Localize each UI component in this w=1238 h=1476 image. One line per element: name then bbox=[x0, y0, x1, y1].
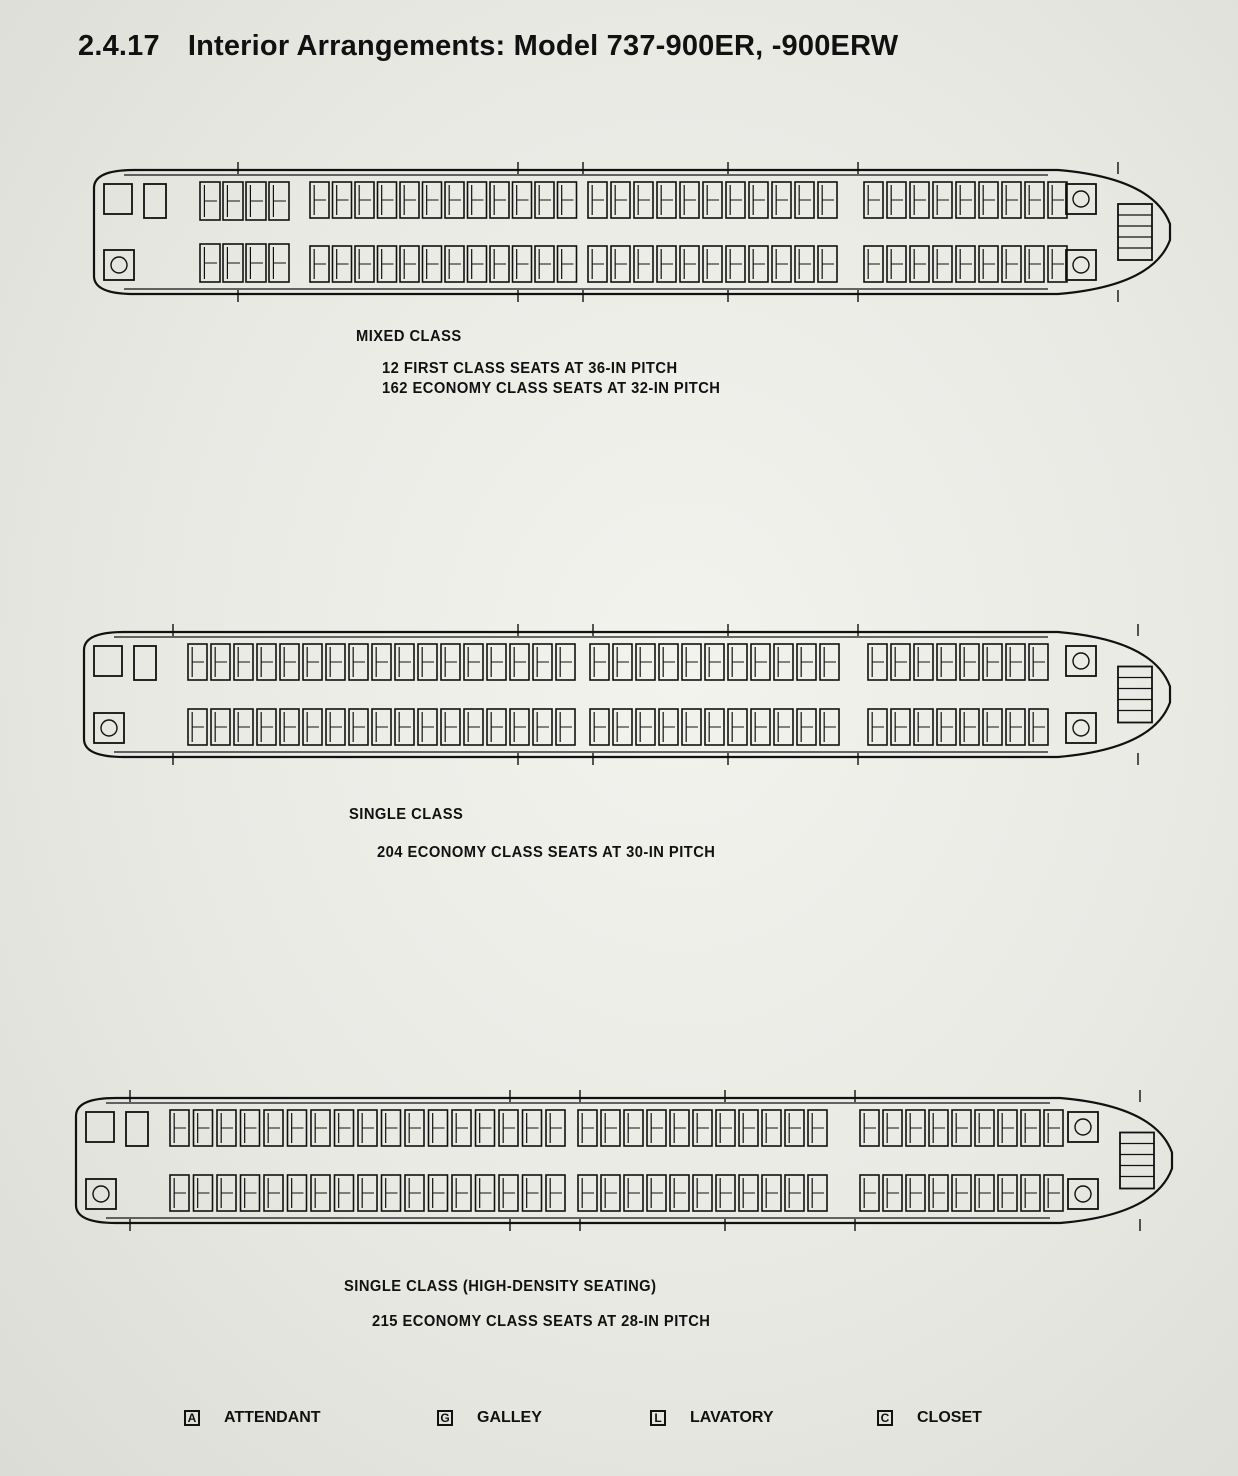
legend-closet bbox=[877, 1406, 982, 1430]
seat-icon bbox=[429, 1175, 448, 1211]
seat-icon bbox=[558, 246, 577, 282]
section-number: 2.4.17 bbox=[78, 30, 160, 62]
seat-icon bbox=[556, 644, 575, 680]
seat-icon bbox=[868, 709, 887, 745]
seat-icon bbox=[468, 246, 487, 282]
fuselage-outline bbox=[84, 632, 1170, 757]
seat-icon bbox=[1006, 709, 1025, 745]
seat-icon bbox=[535, 182, 554, 218]
seat-icon bbox=[680, 246, 699, 282]
seat-icon bbox=[578, 1110, 597, 1146]
seat-icon bbox=[423, 246, 442, 282]
seat-icon bbox=[499, 1175, 518, 1211]
seat-icon bbox=[910, 182, 929, 218]
seat-icon bbox=[864, 246, 883, 282]
seat-icon bbox=[476, 1175, 495, 1211]
seat-icon bbox=[170, 1175, 189, 1211]
seat-icon bbox=[795, 182, 814, 218]
seat-icon bbox=[726, 246, 745, 282]
seat-icon bbox=[716, 1175, 735, 1211]
seat-icon bbox=[657, 246, 676, 282]
seat-icon bbox=[883, 1175, 902, 1211]
arrangement-seat-line: 204 ECONOMY CLASS SEATS AT 30-IN PITCH bbox=[377, 844, 716, 861]
arrangement-class-title: MIXED CLASS bbox=[356, 328, 462, 345]
seat-icon bbox=[355, 246, 374, 282]
seat-icon bbox=[634, 182, 653, 218]
seat-icon bbox=[246, 182, 266, 220]
seat-icon bbox=[906, 1175, 925, 1211]
seat-icon bbox=[288, 1175, 307, 1211]
cabin-plan-high-density bbox=[70, 1078, 1190, 1238]
seat-icon bbox=[624, 1175, 643, 1211]
seat-icon bbox=[818, 182, 837, 218]
galley-icon bbox=[94, 646, 122, 676]
seat-icon bbox=[490, 182, 509, 218]
seat-icon bbox=[288, 1110, 307, 1146]
seat-icon bbox=[657, 182, 676, 218]
seat-icon bbox=[468, 182, 487, 218]
seat-icon bbox=[883, 1110, 902, 1146]
seat-icon bbox=[1006, 644, 1025, 680]
seat-icon bbox=[613, 644, 632, 680]
cabin-plan-single-class bbox=[78, 612, 1188, 772]
seat-icon bbox=[818, 246, 837, 282]
seat-icon bbox=[513, 182, 532, 218]
seat-icon bbox=[523, 1175, 542, 1211]
seat-icon bbox=[445, 246, 464, 282]
seat-icon bbox=[1025, 246, 1044, 282]
seat-icon bbox=[441, 644, 460, 680]
seat-icon bbox=[611, 182, 630, 218]
lavatory-icon bbox=[1066, 250, 1096, 280]
seat-icon bbox=[311, 1175, 330, 1211]
seat-icon bbox=[349, 709, 368, 745]
seat-icon bbox=[774, 644, 793, 680]
seat-icon bbox=[310, 246, 329, 282]
lavatory-icon bbox=[1066, 646, 1096, 676]
seat-icon bbox=[914, 709, 933, 745]
seat-icon bbox=[464, 644, 483, 680]
seat-icon bbox=[670, 1110, 689, 1146]
attendant-icon: A bbox=[184, 1410, 200, 1426]
seat-icon bbox=[795, 246, 814, 282]
seat-icon bbox=[864, 182, 883, 218]
seat-icon bbox=[556, 709, 575, 745]
seat-icon bbox=[452, 1175, 471, 1211]
seat-icon bbox=[808, 1110, 827, 1146]
seat-icon bbox=[1021, 1110, 1040, 1146]
seat-icon bbox=[762, 1175, 781, 1211]
seat-icon bbox=[749, 246, 768, 282]
lavatory-icon bbox=[86, 1179, 116, 1209]
seat-icon bbox=[310, 182, 329, 218]
legend-attendant bbox=[184, 1406, 321, 1430]
seat-icon bbox=[998, 1110, 1017, 1146]
seat-icon bbox=[785, 1175, 804, 1211]
seat-icon bbox=[303, 644, 322, 680]
galley-icon: G bbox=[437, 1410, 453, 1426]
seat-icon bbox=[382, 1110, 401, 1146]
seat-icon bbox=[693, 1175, 712, 1211]
seat-icon bbox=[693, 1110, 712, 1146]
seat-icon bbox=[513, 246, 532, 282]
seat-icon bbox=[983, 644, 1002, 680]
seat-icon bbox=[246, 244, 266, 282]
seat-icon bbox=[820, 644, 839, 680]
seat-icon bbox=[808, 1175, 827, 1211]
seat-icon bbox=[487, 709, 506, 745]
seat-icon bbox=[1021, 1175, 1040, 1211]
legend-label: LAVATORY bbox=[690, 1409, 774, 1426]
seat-icon bbox=[601, 1110, 620, 1146]
seat-icon bbox=[405, 1110, 424, 1146]
seat-icon bbox=[311, 1110, 330, 1146]
seat-icon bbox=[194, 1175, 213, 1211]
galley-icon bbox=[104, 184, 132, 214]
seat-icon bbox=[952, 1175, 971, 1211]
seat-icon bbox=[659, 709, 678, 745]
seat-icon bbox=[378, 246, 397, 282]
seat-icon bbox=[682, 644, 701, 680]
seat-icon bbox=[590, 644, 609, 680]
seat-icon bbox=[1002, 182, 1021, 218]
seat-icon bbox=[578, 1175, 597, 1211]
seat-icon bbox=[975, 1175, 994, 1211]
seat-icon bbox=[335, 1175, 354, 1211]
seat-icon bbox=[588, 182, 607, 218]
page-heading bbox=[78, 30, 898, 63]
legend-label: GALLEY bbox=[477, 1409, 542, 1426]
arrangement-seat-line: 12 FIRST CLASS SEATS AT 36-IN PITCH bbox=[382, 360, 678, 377]
seat-icon bbox=[705, 709, 724, 745]
seat-icon bbox=[546, 1175, 565, 1211]
galley-icon bbox=[144, 184, 166, 218]
seat-icon bbox=[797, 644, 816, 680]
galley-icon bbox=[1118, 667, 1152, 723]
legend-label: CLOSET bbox=[917, 1409, 982, 1426]
arrangement-seat-line: 162 ECONOMY CLASS SEATS AT 32-IN PITCH bbox=[382, 380, 721, 397]
closet-icon: C bbox=[877, 1410, 893, 1426]
seat-icon bbox=[333, 246, 352, 282]
galley-icon bbox=[126, 1112, 148, 1146]
lavatory-icon: L bbox=[650, 1410, 666, 1426]
seat-icon bbox=[476, 1110, 495, 1146]
arrangement-class-title: SINGLE CLASS bbox=[349, 806, 464, 823]
seat-icon bbox=[303, 709, 322, 745]
seat-icon bbox=[234, 644, 253, 680]
seat-icon bbox=[349, 644, 368, 680]
seat-icon bbox=[400, 246, 419, 282]
seat-icon bbox=[510, 709, 529, 745]
lavatory-icon bbox=[1066, 713, 1096, 743]
seat-icon bbox=[739, 1175, 758, 1211]
galley-icon bbox=[1120, 1133, 1154, 1189]
seat-icon bbox=[1048, 182, 1067, 218]
seat-icon bbox=[749, 182, 768, 218]
seat-icon bbox=[257, 709, 276, 745]
seat-icon bbox=[785, 1110, 804, 1146]
seat-icon bbox=[358, 1175, 377, 1211]
seat-icon bbox=[952, 1110, 971, 1146]
seat-icon bbox=[335, 1110, 354, 1146]
seat-icon bbox=[333, 182, 352, 218]
seat-icon bbox=[998, 1175, 1017, 1211]
seat-icon bbox=[355, 182, 374, 218]
seat-icon bbox=[382, 1175, 401, 1211]
seat-icon bbox=[613, 709, 632, 745]
seat-icon bbox=[634, 246, 653, 282]
seat-icon bbox=[1044, 1175, 1063, 1211]
seat-icon bbox=[960, 709, 979, 745]
seat-icon bbox=[659, 644, 678, 680]
seat-icon bbox=[751, 644, 770, 680]
seat-icon bbox=[223, 182, 243, 220]
seat-icon bbox=[636, 709, 655, 745]
seat-icon bbox=[590, 709, 609, 745]
seat-icon bbox=[558, 182, 577, 218]
arrangement-seat-line: 215 ECONOMY CLASS SEATS AT 28-IN PITCH bbox=[372, 1313, 711, 1330]
seat-icon bbox=[728, 709, 747, 745]
galley-icon bbox=[1118, 204, 1152, 260]
seat-icon bbox=[670, 1175, 689, 1211]
seat-icon bbox=[217, 1110, 236, 1146]
seat-icon bbox=[772, 182, 791, 218]
seat-icon bbox=[860, 1110, 879, 1146]
seat-icon bbox=[200, 244, 220, 282]
seat-icon bbox=[510, 644, 529, 680]
legend-lavatory bbox=[650, 1406, 774, 1430]
seat-icon bbox=[906, 1110, 925, 1146]
seat-icon bbox=[264, 1175, 283, 1211]
seat-icon bbox=[772, 246, 791, 282]
lavatory-icon bbox=[1066, 184, 1096, 214]
seat-icon bbox=[716, 1110, 735, 1146]
seat-icon bbox=[188, 709, 207, 745]
seat-icon bbox=[1048, 246, 1067, 282]
seat-icon bbox=[400, 182, 419, 218]
seat-icon bbox=[499, 1110, 518, 1146]
seat-icon bbox=[956, 246, 975, 282]
seat-icon bbox=[326, 709, 345, 745]
seat-icon bbox=[728, 644, 747, 680]
seat-icon bbox=[726, 182, 745, 218]
seat-icon bbox=[682, 709, 701, 745]
seat-icon bbox=[887, 182, 906, 218]
seat-icon bbox=[535, 246, 554, 282]
seat-icon bbox=[280, 709, 299, 745]
seat-icon bbox=[257, 644, 276, 680]
cabin-plan-mixed-class bbox=[88, 152, 1188, 307]
seat-icon bbox=[762, 1110, 781, 1146]
seat-icon bbox=[891, 644, 910, 680]
seat-icon bbox=[739, 1110, 758, 1146]
seat-icon bbox=[956, 182, 975, 218]
seat-icon bbox=[188, 644, 207, 680]
lavatory-icon bbox=[94, 713, 124, 743]
seat-icon bbox=[170, 1110, 189, 1146]
seat-icon bbox=[234, 709, 253, 745]
seat-icon bbox=[1002, 246, 1021, 282]
seat-icon bbox=[280, 644, 299, 680]
lavatory-icon bbox=[1068, 1112, 1098, 1142]
seat-icon bbox=[217, 1175, 236, 1211]
seat-icon bbox=[868, 644, 887, 680]
seat-icon bbox=[405, 1175, 424, 1211]
galley-icon bbox=[134, 646, 156, 680]
seat-icon bbox=[860, 1175, 879, 1211]
seat-icon bbox=[546, 1110, 565, 1146]
seat-icon bbox=[887, 246, 906, 282]
seat-icon bbox=[611, 246, 630, 282]
seat-icon bbox=[241, 1110, 260, 1146]
seat-icon bbox=[378, 182, 397, 218]
seat-icon bbox=[983, 709, 1002, 745]
galley-icon bbox=[86, 1112, 114, 1142]
seat-icon bbox=[418, 709, 437, 745]
seat-icon bbox=[933, 182, 952, 218]
seat-icon bbox=[937, 644, 956, 680]
seat-icon bbox=[223, 244, 243, 282]
lavatory-icon bbox=[104, 250, 134, 280]
seat-icon bbox=[797, 709, 816, 745]
seat-icon bbox=[820, 709, 839, 745]
seat-icon bbox=[358, 1110, 377, 1146]
seat-icon bbox=[1029, 709, 1048, 745]
seat-icon bbox=[533, 709, 552, 745]
seat-icon bbox=[601, 1175, 620, 1211]
seat-icon bbox=[960, 644, 979, 680]
seat-icon bbox=[326, 644, 345, 680]
seat-icon bbox=[891, 709, 910, 745]
seat-icon bbox=[624, 1110, 643, 1146]
seat-icon bbox=[1025, 182, 1044, 218]
seat-icon bbox=[452, 1110, 471, 1146]
seat-icon bbox=[194, 1110, 213, 1146]
seat-icon bbox=[751, 709, 770, 745]
seat-icon bbox=[441, 709, 460, 745]
seat-icon bbox=[975, 1110, 994, 1146]
seat-icon bbox=[264, 1110, 283, 1146]
seat-icon bbox=[395, 644, 414, 680]
seat-icon bbox=[269, 182, 289, 220]
seat-icon bbox=[705, 644, 724, 680]
seat-icon bbox=[200, 182, 220, 220]
seat-icon bbox=[774, 709, 793, 745]
arrangement-class-title: SINGLE CLASS (HIGH-DENSITY SEATING) bbox=[344, 1278, 657, 1295]
seat-icon bbox=[1029, 644, 1048, 680]
seat-icon bbox=[445, 182, 464, 218]
seat-icon bbox=[211, 709, 230, 745]
seat-icon bbox=[933, 246, 952, 282]
fuselage-outline bbox=[94, 170, 1170, 294]
seat-icon bbox=[523, 1110, 542, 1146]
seat-icon bbox=[423, 182, 442, 218]
lavatory-icon bbox=[1068, 1179, 1098, 1209]
seat-icon bbox=[464, 709, 483, 745]
seat-icon bbox=[1044, 1110, 1063, 1146]
seat-icon bbox=[979, 246, 998, 282]
seat-icon bbox=[647, 1175, 666, 1211]
seat-icon bbox=[703, 246, 722, 282]
seat-icon bbox=[910, 246, 929, 282]
seat-icon bbox=[533, 644, 552, 680]
seat-icon bbox=[269, 244, 289, 282]
seat-icon bbox=[429, 1110, 448, 1146]
seat-icon bbox=[929, 1175, 948, 1211]
seat-icon bbox=[211, 644, 230, 680]
seat-icon bbox=[703, 182, 722, 218]
seat-icon bbox=[914, 644, 933, 680]
seat-icon bbox=[929, 1110, 948, 1146]
seat-icon bbox=[418, 644, 437, 680]
seat-icon bbox=[241, 1175, 260, 1211]
seat-icon bbox=[490, 246, 509, 282]
legend-label: ATTENDANT bbox=[224, 1409, 321, 1426]
seat-icon bbox=[937, 709, 956, 745]
legend-galley bbox=[437, 1406, 542, 1430]
seat-icon bbox=[680, 182, 699, 218]
seat-icon bbox=[588, 246, 607, 282]
seat-icon bbox=[647, 1110, 666, 1146]
seat-icon bbox=[636, 644, 655, 680]
seat-icon bbox=[372, 644, 391, 680]
seat-icon bbox=[395, 709, 414, 745]
page-title: Interior Arrangements: Model 737-900ER, -900ERW bbox=[187, 30, 899, 62]
seat-icon bbox=[979, 182, 998, 218]
seat-icon bbox=[372, 709, 391, 745]
seat-icon bbox=[487, 644, 506, 680]
